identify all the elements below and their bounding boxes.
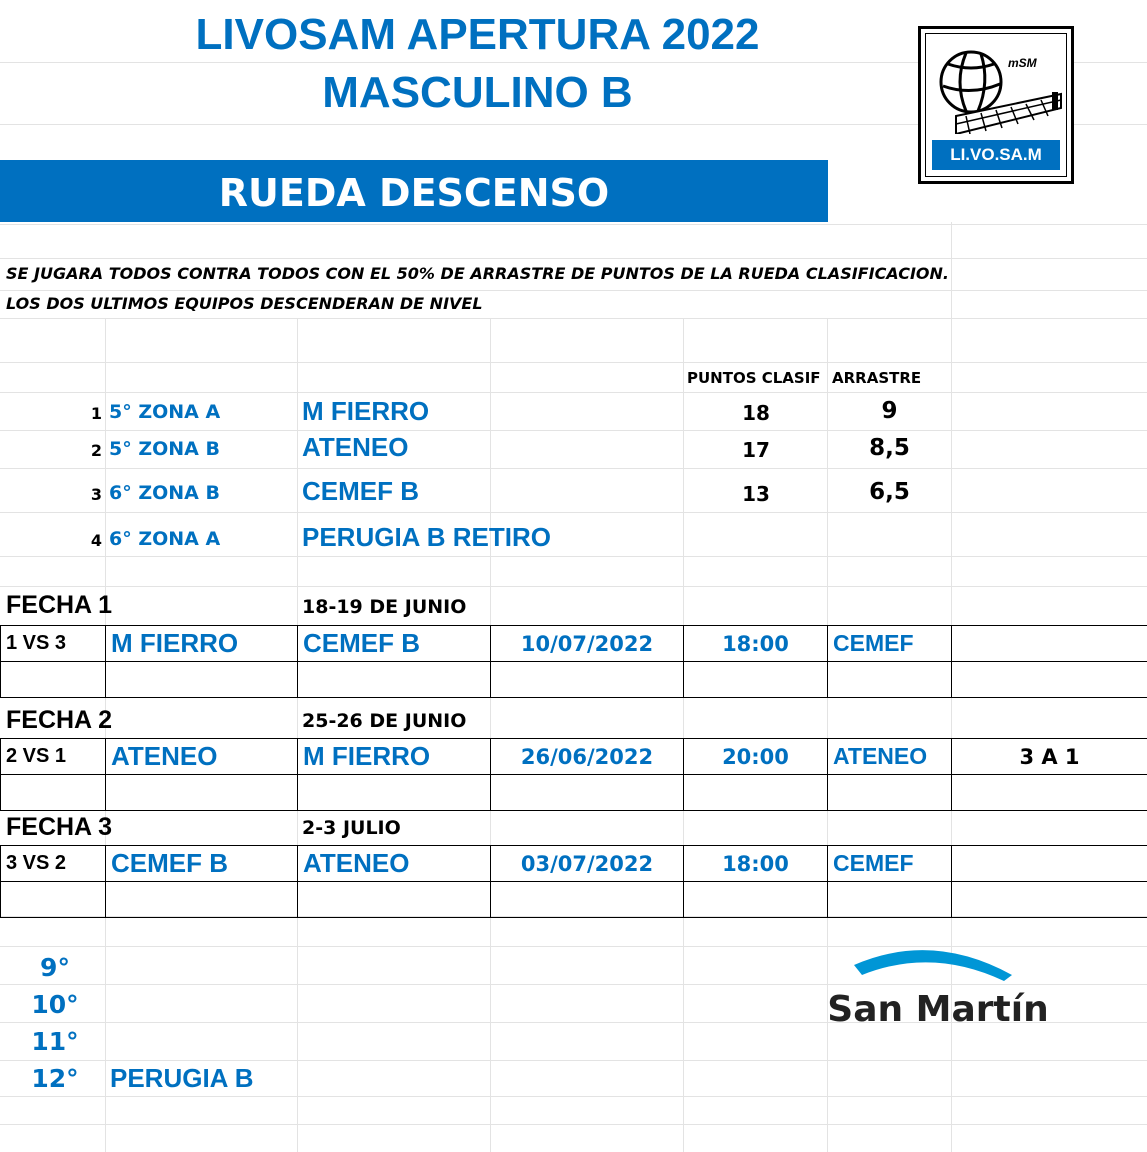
table-row <box>1 626 1147 662</box>
final-position-team: PERUGIA B <box>110 1063 254 1093</box>
san-martin-logo <box>822 945 1054 1035</box>
livosam-logo <box>918 26 1074 184</box>
fixture-result: 3 A 1 <box>952 739 1147 775</box>
relegation-note: LOS DOS ULTIMOS EQUIPOS DESCENDERAN DE NIVEL <box>6 294 483 313</box>
volleyball-net-icon <box>926 34 1064 134</box>
fixture-time: 18:00 <box>684 626 828 662</box>
sponsor-name: San Martín <box>827 989 1049 1030</box>
page-title: LIVOSAM APERTURA 2022 <box>195 10 760 59</box>
standings-arrastre: 9 <box>881 398 898 424</box>
final-position-label: 11° <box>31 1027 79 1056</box>
fixture-round-dates: 18-19 DE JUNIO <box>302 596 467 618</box>
standings-team: PERUGIA B RETIRO <box>302 522 551 552</box>
standings-puntos: 17 <box>742 438 770 462</box>
standings-arrastre: 6,5 <box>869 479 910 505</box>
fixture-venue: ATENEO <box>828 739 952 775</box>
page-subtitle: MASCULINO B <box>322 68 633 117</box>
table-row <box>1 739 1147 775</box>
standings-puntos: 13 <box>742 482 770 506</box>
standings-team: M FIERRO <box>302 396 430 426</box>
fixture-table <box>0 845 1147 918</box>
standings-index: 1 <box>90 404 102 423</box>
logo-label: LI.VO.SA.M <box>932 140 1060 170</box>
final-position-label: 12° <box>31 1064 79 1093</box>
table-row <box>1 662 1147 698</box>
fixture-result <box>952 626 1147 662</box>
standings-arrastre: 8,5 <box>869 435 910 461</box>
fixture-venue: CEMEF <box>828 846 952 882</box>
fixture-round-dates: 25-26 DE JUNIO <box>302 710 467 732</box>
standings-zone: 6° ZONA A <box>109 528 221 550</box>
standings-index: 3 <box>90 485 102 504</box>
standings-zone: 5° ZONA B <box>109 438 220 460</box>
fixture-matchup: 3 VS 2 <box>1 846 106 882</box>
standings-zone: 5° ZONA A <box>109 401 221 423</box>
fixture-round-label: FECHA 3 <box>6 813 113 841</box>
fixture-date: 03/07/2022 <box>491 846 684 882</box>
san-martin-arc-icon <box>822 945 1054 995</box>
fixture-round-label: FECHA 1 <box>6 591 113 619</box>
fixture-home-team: ATENEO <box>106 739 298 775</box>
final-position-label: 9° <box>40 953 70 982</box>
logo-mark: mSM <box>1008 56 1037 70</box>
fixture-date: 10/07/2022 <box>491 626 684 662</box>
fixture-date: 26/06/2022 <box>491 739 684 775</box>
fixture-away-team: CEMEF B <box>298 626 491 662</box>
fixture-away-team: M FIERRO <box>298 739 491 775</box>
fixture-home-team: CEMEF B <box>106 846 298 882</box>
fixture-time: 20:00 <box>684 739 828 775</box>
final-position-label: 10° <box>31 990 79 1019</box>
standings-team: ATENEO <box>302 432 409 462</box>
col-header-arrastre: ARRASTRE <box>832 369 922 387</box>
fixture-table <box>0 738 1147 811</box>
standings-index: 4 <box>90 531 102 550</box>
fixture-matchup: 1 VS 3 <box>1 626 106 662</box>
section-banner-title: RUEDA DESCENSO <box>218 171 610 215</box>
fixture-round-dates: 2-3 JULIO <box>302 817 401 839</box>
standings-puntos: 18 <box>742 401 770 425</box>
table-row <box>1 882 1147 918</box>
fixture-home-team: M FIERRO <box>106 626 298 662</box>
fixture-time: 18:00 <box>684 846 828 882</box>
fixture-matchup: 2 VS 1 <box>1 739 106 775</box>
rules-note: SE JUGARA TODOS CONTRA TODOS CON EL 50% DE ARRASTRE DE PUNTOS DE LA RUEDA CLASIFICACION. <box>6 264 949 283</box>
standings-team: CEMEF B <box>302 476 419 506</box>
fixture-round-label: FECHA 2 <box>6 706 113 734</box>
fixture-venue: CEMEF <box>828 626 952 662</box>
fixture-result <box>952 846 1147 882</box>
fixture-away-team: ATENEO <box>298 846 491 882</box>
standings-zone: 6° ZONA B <box>109 482 220 504</box>
fixture-table <box>0 625 1147 698</box>
col-header-puntos: PUNTOS CLASIF <box>687 369 821 387</box>
table-row <box>1 846 1147 882</box>
table-row <box>1 775 1147 811</box>
standings-index: 2 <box>90 441 102 460</box>
